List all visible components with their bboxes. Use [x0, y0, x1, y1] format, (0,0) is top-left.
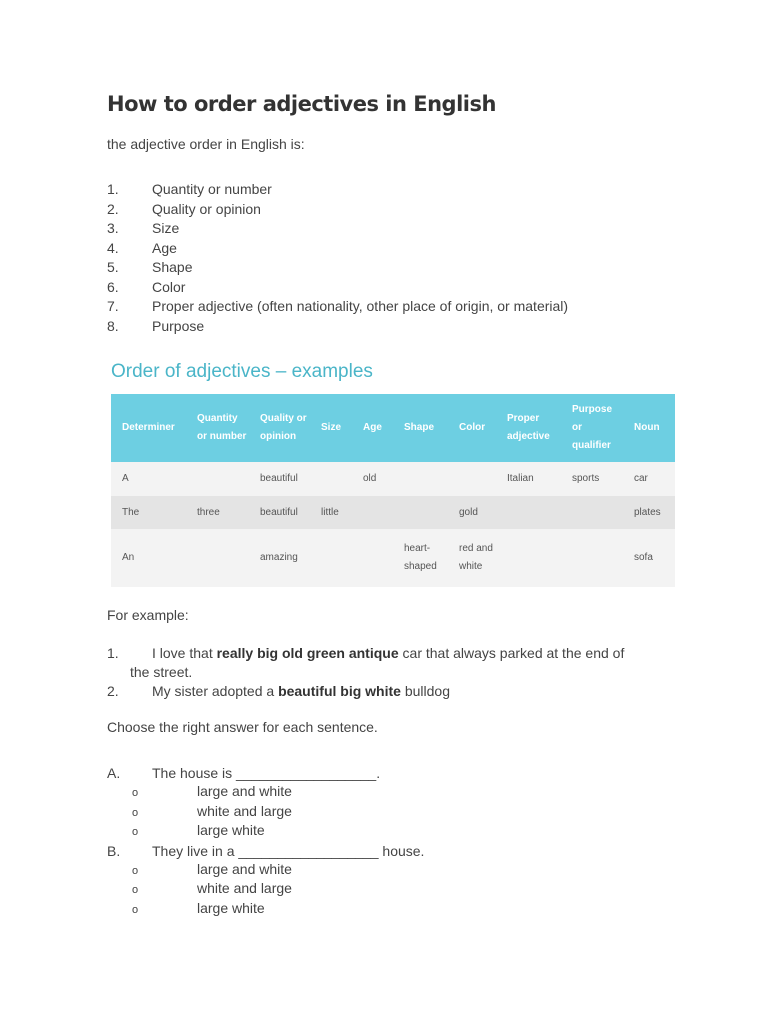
list-number: 1.: [107, 181, 119, 197]
list-number: 8.: [107, 317, 119, 334]
table-cell: [393, 462, 448, 496]
table-cell: [310, 529, 352, 587]
bullet-icon: o: [132, 807, 139, 819]
example-bold-phrase: really big old green antique: [216, 645, 399, 661]
adjective-order-list: [107, 180, 568, 336]
header-cell: Quantity or number: [186, 394, 249, 462]
list-number: 3.: [107, 220, 119, 236]
table-cell: little: [310, 496, 352, 529]
table-cell: plates: [623, 496, 675, 529]
example-bold-phrase: beautiful big white: [278, 683, 401, 699]
table-header-row: [111, 394, 675, 462]
example-text-pre: I love that: [152, 645, 217, 661]
adjective-order-table: [111, 394, 675, 587]
example-continuation: the street.: [130, 664, 193, 680]
list-number: 7.: [107, 298, 119, 314]
for-example-label: For example:: [107, 607, 189, 623]
list-item: [107, 278, 568, 298]
option-text: large and white: [197, 861, 292, 877]
list-text: Quantity or number: [152, 181, 272, 197]
answer-option[interactable]: [132, 900, 265, 916]
header-cell: Size: [310, 394, 352, 462]
header-cell: Quality or opinion: [249, 394, 310, 462]
intro-text: the adjective order in English is:: [107, 136, 305, 152]
table-row: [111, 529, 675, 587]
bullet-icon: o: [132, 884, 139, 896]
table-cell: amazing: [249, 529, 310, 587]
table-cell: [496, 496, 561, 529]
list-number: 2.: [107, 200, 119, 217]
table-cell: [352, 496, 393, 529]
table-cell: red and white: [448, 529, 496, 587]
list-text: Age: [152, 239, 177, 256]
header-cell: Proper adjective: [496, 394, 561, 462]
list-text: Proper adjective (often nationality, other place of origin, or material): [152, 298, 569, 314]
option-text: large and white: [197, 783, 292, 799]
bullet-icon: o: [132, 826, 139, 838]
table-cell: [561, 529, 623, 587]
table-title: Order of adjectives – examples: [111, 361, 373, 382]
question-a: [107, 765, 380, 781]
example-sentences: [107, 644, 677, 701]
option-text: large white: [197, 900, 265, 916]
answer-option[interactable]: [132, 822, 265, 838]
answer-option[interactable]: [132, 880, 292, 896]
table-cell: [496, 529, 561, 587]
table-cell: [186, 529, 249, 587]
table-row: [111, 496, 675, 529]
table-cell: [310, 462, 352, 496]
example-text-pre: My sister adopted a: [152, 683, 279, 699]
table-cell: old: [352, 462, 393, 496]
table-cell: [561, 496, 623, 529]
list-text: Quality or opinion: [152, 200, 261, 217]
table-cell: Italian: [496, 462, 561, 496]
list-item: [107, 297, 568, 317]
answer-option[interactable]: [132, 783, 292, 799]
question-text: They live in a __________________ house.: [152, 843, 425, 859]
list-number: 5.: [107, 259, 119, 275]
table-cell: An: [111, 529, 186, 587]
example-text-post: bulldog: [400, 683, 450, 699]
list-text: Purpose: [152, 317, 205, 334]
table-cell: sports: [561, 462, 623, 496]
table-row: [111, 462, 675, 496]
table-cell: car: [623, 462, 675, 496]
bullet-icon: o: [132, 787, 139, 799]
header-cell: Shape: [393, 394, 448, 462]
table-cell: heart-shaped: [393, 529, 448, 587]
option-text: large white: [197, 822, 265, 838]
list-text: Color: [152, 278, 186, 295]
list-number: 6.: [107, 278, 119, 295]
option-text: white and large: [197, 803, 292, 819]
table-cell: The: [111, 496, 186, 529]
table-cell: beautiful: [249, 496, 310, 529]
list-item: [107, 180, 568, 200]
answer-option[interactable]: [132, 803, 292, 819]
instructions: Choose the right answer for each sentence.: [107, 719, 378, 735]
table-cell: [186, 462, 249, 496]
header-cell: Age: [352, 394, 393, 462]
header-cell: Noun: [623, 394, 675, 462]
bullet-icon: o: [132, 904, 139, 916]
example-item: [107, 644, 677, 663]
list-text: Size: [152, 220, 180, 236]
question-b: [107, 843, 424, 859]
header-cell: Purpose or qualifier: [561, 394, 623, 462]
table-cell: three: [186, 496, 249, 529]
question-letter: B.: [107, 843, 121, 859]
example-number: 2.: [107, 683, 119, 699]
list-text: Shape: [152, 259, 193, 275]
header-cell: Color: [448, 394, 496, 462]
table-cell: [393, 496, 448, 529]
question-text: The house is __________________.: [152, 765, 381, 781]
table-cell: sofa: [623, 529, 675, 587]
header-cell: Determiner: [111, 394, 186, 462]
example-text-post: car that always parked at the end of: [398, 645, 625, 661]
list-item: [107, 317, 568, 337]
answer-option[interactable]: [132, 861, 292, 877]
bullet-icon: o: [132, 865, 139, 877]
example-item: [107, 682, 677, 701]
table-cell: gold: [448, 496, 496, 529]
option-text: white and large: [197, 880, 292, 896]
list-item: [107, 200, 568, 220]
list-item: [107, 219, 568, 239]
list-item: [107, 258, 568, 278]
list-item: [107, 239, 568, 259]
example-number: 1.: [107, 645, 119, 661]
table-cell: beautiful: [249, 462, 310, 496]
page-title: How to order adjectives in English: [107, 92, 496, 116]
question-letter: A.: [107, 765, 121, 781]
table-cell: A: [111, 462, 186, 496]
list-number: 4.: [107, 239, 119, 256]
table-cell: [448, 462, 496, 496]
table-cell: [352, 529, 393, 587]
